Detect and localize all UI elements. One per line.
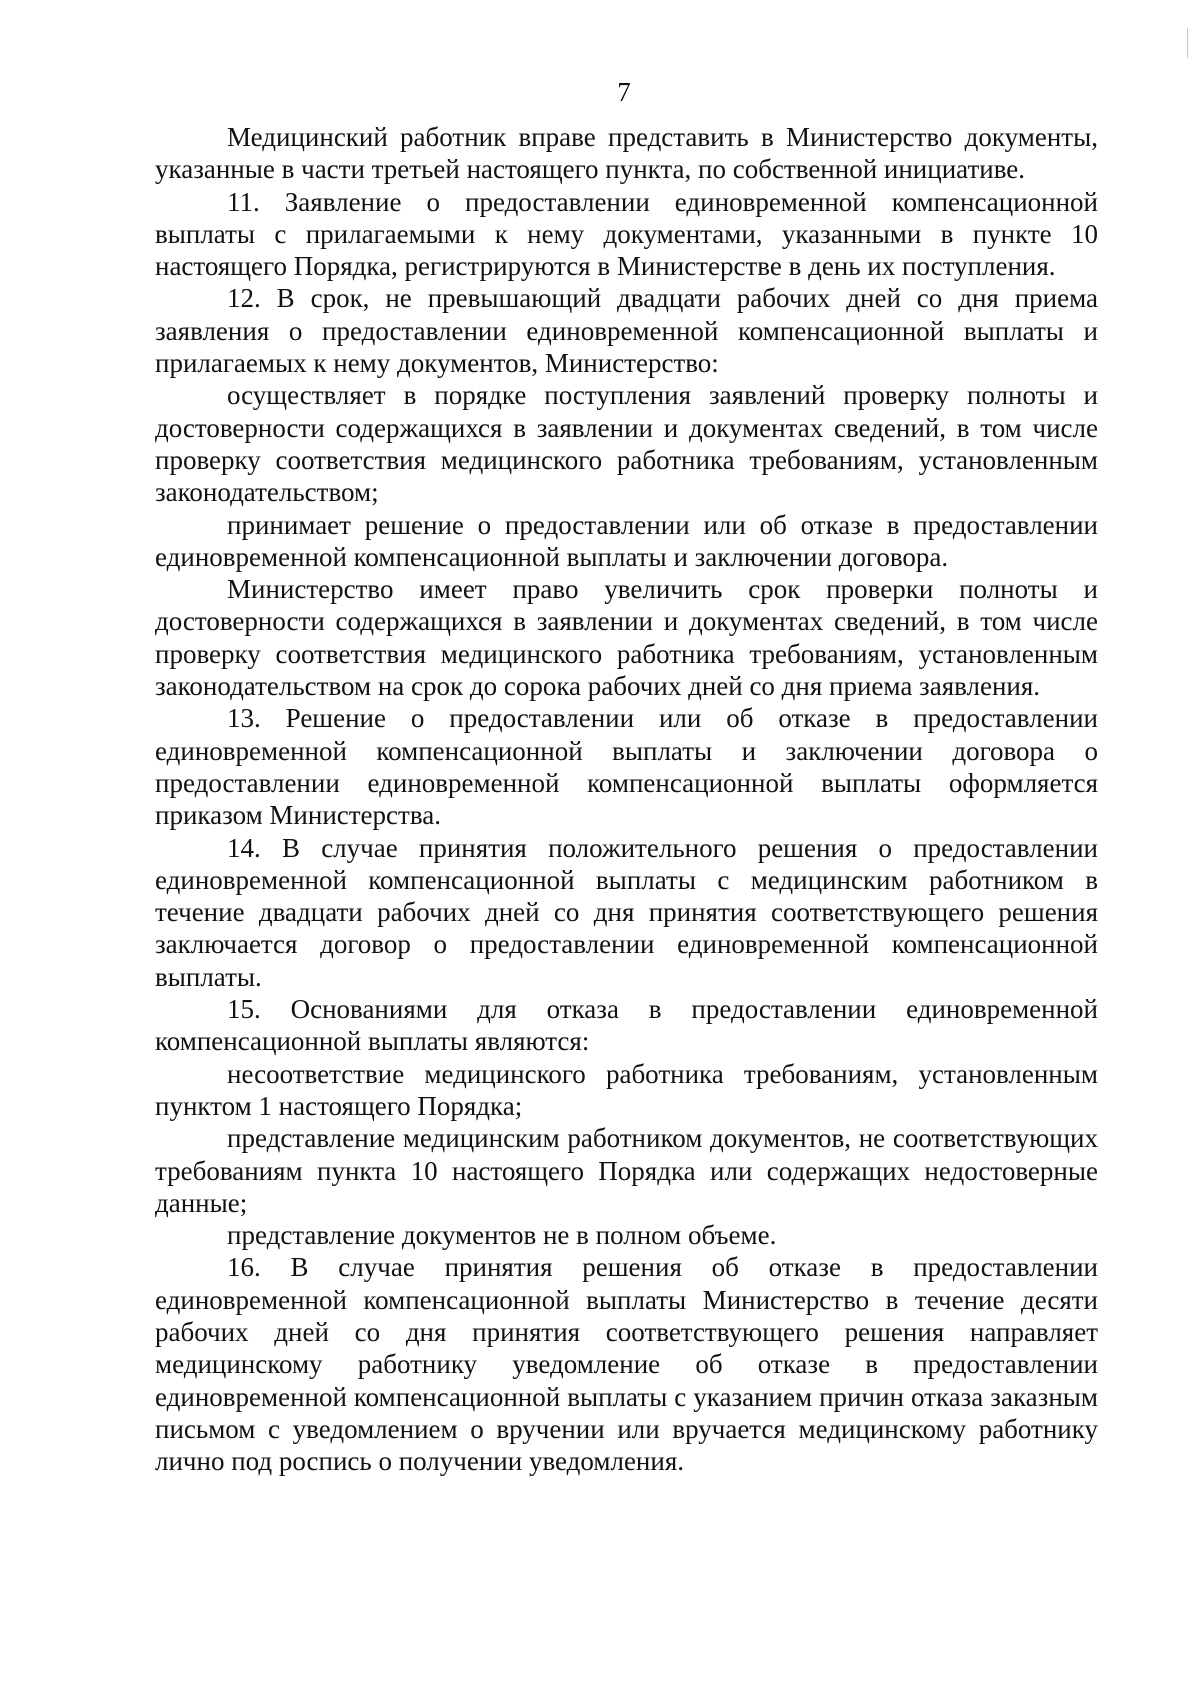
paragraph-item-14: 14. В случае принятия положительного решения о предоставлении единовременной компенсационной выплаты с медицинским работником в течение двадцати рабочих дней со дня принятия соответствующего решения заключается договор о предоставлении единовременной компенсационной выплаты. xyxy=(155,832,1098,992)
paragraph-item-12: 12. В срок, не превышающий двадцати рабочих дней со дня приема заявления о предоставлении единовременной компенсационной выплаты и прилагаемых к нему документов, Министерство: xyxy=(155,283,1098,379)
paragraph-item-15: 15. Основаниями для отказа в предоставлении единовременной компенсационной выплаты являются: xyxy=(155,994,1098,1057)
paragraph-item-12-check: осуществляет в порядке поступления заявлений проверку полноты и достоверности содержащихся в заявлении и документах сведений, в том числе проверку соответствия медицинского работника требованиям, установленным законодательством; xyxy=(155,380,1098,508)
paragraph-item-15-reason-2: представление медицинским работником документов, не соответствующих требованиям пункта 10 настоящего Порядка или содержащих недостоверные данные; xyxy=(155,1123,1098,1218)
paragraph-item-15-reason-1: несоответствие медицинского работника требованиям, установленным пунктом 1 настоящего Порядка; xyxy=(155,1058,1098,1121)
paragraph-item-16: 16. В случае принятия решения об отказе в предоставлении единовременной компенсационной выплаты Министерство в течение десяти рабочих дней со дня принятия соответствующего решения направляет медицинскому работнику уведомление об отказе в предоставлении единовременной компенсационной выплаты с указанием причин отказа заказным письмом с уведомлением о вручении или вручается медицинскому работнику лично под роспись о получении уведомления. xyxy=(155,1252,1098,1477)
page-number: 7 xyxy=(617,77,631,107)
scan-edge-mark xyxy=(1187,28,1188,58)
paragraph-item-15-reason-3: представление документов не в полном объеме. xyxy=(227,1220,777,1251)
paragraph-medical-worker-right: Медицинский работник вправе представить в Министерство документы, указанные в части третьей настоящего пункта, по собственной инициативе. xyxy=(155,122,1098,185)
document-body xyxy=(155,121,1098,1477)
paragraph-extension-right: Министерство имеет право увеличить срок проверки полноты и достоверности содержащихся в заявлении и документах сведений, в том числе проверку соответствия медицинского работника требованиям, установленным законодательством на срок до сорока рабочих дней со дня приема заявления. xyxy=(155,574,1098,702)
paragraph-item-12-decision: принимает решение о предоставлении или об отказе в предоставлении единовременной компенсационной выплаты и заключении договора. xyxy=(155,509,1098,572)
paragraph-item-11: 11. Заявление о предоставлении единовременной компенсационной выплаты с прилагаемыми к нему документами, указанными в пункте 10 настоящего Порядка, регистрируются в Министерстве в день их поступления. xyxy=(155,186,1098,282)
paragraph-item-13: 13. Решение о предоставлении или об отказе в предоставлении единовременной компенсационной выплаты и заключении договора о предоставлении единовременной компенсационной выплаты оформляется приказом Министерства. xyxy=(155,703,1098,831)
